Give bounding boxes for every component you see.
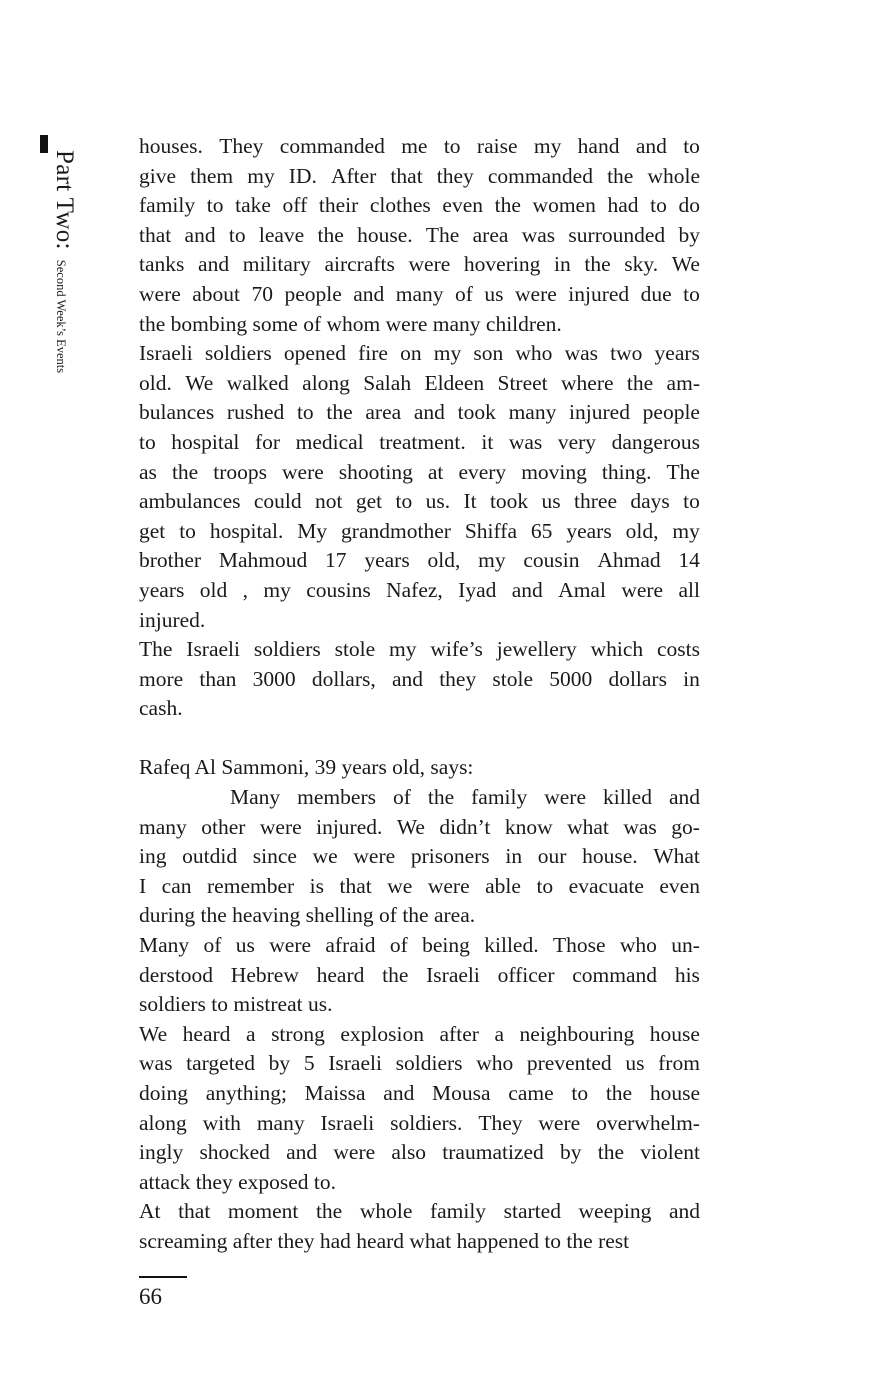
paragraph [139,132,700,339]
text-line: bulances rushed to the area and took many injured people [139,400,700,425]
text-line: Rafeq Al Sammoni, 39 years old, says: [139,755,474,780]
text-line: tanks and military aircrafts were hovering in the sky. We [139,252,700,277]
text-line: family to take off their clothes even the women had to do [139,193,700,218]
text-line: At that moment the whole family started weeping and [139,1199,700,1224]
text-line: give them my ID. After that they commanded the whole [139,163,700,188]
text-line: attack they exposed to. [139,1169,337,1194]
text-line: ingly shocked and were also traumatized by the violent [139,1140,700,1165]
text-line: cash. [139,696,183,721]
text-line: was targeted by 5 Israeli soldiers who prevented us from [139,1051,700,1076]
text-line: We heard a strong explosion after a neighbouring house [139,1021,700,1046]
paragraph [139,1197,700,1256]
text-line: Many members of the family were killed and [230,785,700,810]
text-line: to hospital for medical treatment. it was very dangerous [139,429,700,454]
text-line: more than 3000 dollars, and they stole 5000 dollars in [139,666,700,691]
text-line: years old , my cousins Nafez, Iyad and Amal were all [139,577,700,602]
paragraph [139,783,700,931]
paragraph [139,931,700,1020]
footer-rule [139,1276,187,1278]
text-line: doing anything; Maissa and Mousa came to the house [139,1081,700,1105]
running-header-subtitle: Second Week’s Events [54,259,68,374]
text-line: houses. They commanded me to raise my hand and to [139,134,700,158]
page-number: 66 [139,1284,162,1309]
text-line: The Israeli soldiers stole my wife’s jewellery which costs [139,637,700,662]
text-line: injured. [139,607,206,632]
paragraph [139,635,700,724]
text-line: many other were injured. We didn’t know what was go- [139,814,700,839]
side-marker-bar [40,135,48,153]
paragraph-gap [139,724,700,754]
text-line: Many of us were afraid of being killed. Those who un- [139,933,700,958]
running-header [50,150,78,373]
paragraph [139,339,700,635]
text-line: screaming after they had heard what happened to the rest [139,1228,630,1253]
body-text [139,132,700,1257]
text-line: soldiers to mistreat us. [139,992,333,1017]
text-line: old. We walked along Salah Eldeen Street where the am- [139,370,700,395]
text-line: derstood Hebrew heard the Israeli officer command his [139,962,700,987]
text-line: ambulances could not get to us. It took us three days to [139,489,700,514]
text-line: the bombing some of whom were many children. [139,311,562,336]
paragraph [139,753,700,783]
text-line: ing outdid since we were prisoners in our house. What [139,844,700,869]
text-line: I can remember is that we were able to evacuate even [139,873,700,898]
text-line: were about 70 people and many of us were injured due to [139,281,700,306]
text-line: Israeli soldiers opened fire on my son who was two years [139,341,700,366]
text-line: as the troops were shooting at every moving thing. The [139,459,700,484]
text-line: get to hospital. My grandmother Shiffa 65 years old, my [139,518,700,543]
text-line: along with many Israeli soldiers. They were overwhelm- [139,1110,700,1135]
running-header-part: Part Two: [51,150,78,250]
paragraph [139,1020,700,1198]
text-line: brother Mahmoud 17 years old, my cousin Ahmad 14 [139,548,700,573]
text-line: during the heaving shelling of the area. [139,903,476,928]
text-line: that and to leave the house. The area was surrounded by [139,222,700,247]
